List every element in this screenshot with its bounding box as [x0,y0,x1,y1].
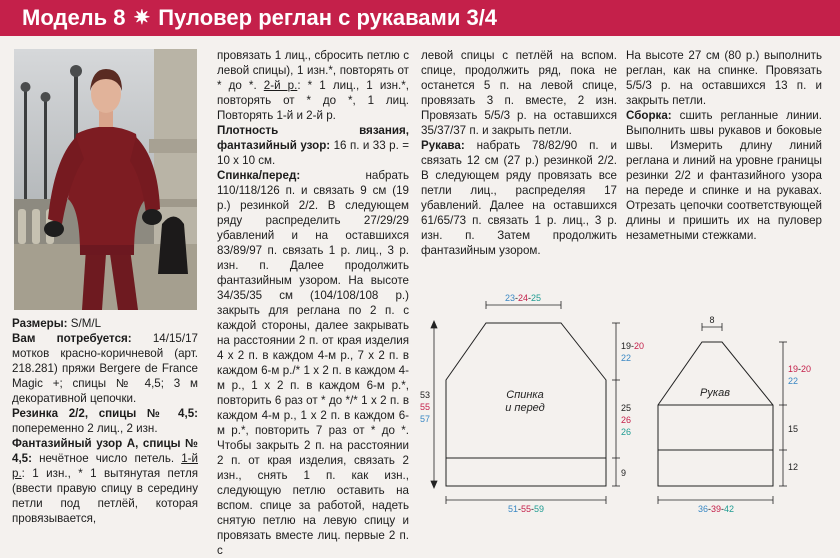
model-photo-illustration [14,49,197,310]
fancy-stitch-row1-text: : 1 изн., * 1 вытянутая петля (ввести правую спицу в середину петли под петлёй, которая провязывается, [12,467,198,525]
body-bottom-width-l: 59 [534,504,545,514]
model-number: Модель 8 [22,5,126,30]
body-rib-height: 9 [621,468,627,478]
assembly-label: Сборка: [626,109,672,122]
star-icon: ✷ [133,7,151,29]
sleeve-rib-height: 12 [788,462,799,472]
sleeve-label: Рукав [700,387,730,399]
sleeve-top-width-label: 8 [709,315,715,325]
body-side-height-l: 26 [621,427,632,437]
body-bottom-width-dim [446,496,606,504]
page-title: Пуловер реглан с рукавами 3/4 [158,5,498,30]
body-bottom-width-s: 51 [507,504,518,514]
back-front-text: набрать 110/118/126 п. и связать 9 см (19 р.) резинкой 2/2. В следующем ряду распределить 27/29/29 убавлений и на оставшихся 83/89/97 п. связать 1 р. лиц., 3 р. изн. п. Далее продолжить фантазийным узором. На высоте 34/35/35 см (104/108/108 р.) закрыть для реглана по 2 п. с каждой стороны, далее закрывать на расстоянии 2 п. от края изделия 4 х 2 п. в каждом 4-м р., 7 х 2 п. в каждом 6-м р./* 1 х 2 п. в каждом 4-м р., 1 х 2 п. в каждом 6-м р.*, повторить 6 раз от * до */* 1 х 2 п. в каждом 4-м р., 1 х 2 п. в каждом 6-м р.*, повторить 7 раз от * до *. Чтобы закрыть 2 п. на расстоянии 2 п. от края изделия, связать 2 изн., снять 1 п. как изн., следующую петлю оставить на вспом. спице за работой, надеть снятую петлю на левую спицу и провязать вместе лиц. первые 2 п. с [217,169,409,557]
column-4 [626,48,822,243]
stitch-continuation: провязать 1 лиц., сбросить петлю с левой спицы), 1 изн.*, повторять от * до *. [217,49,409,92]
row-2-label: 2-й р. [263,79,298,92]
materials-text: 14/15/17 мотков красно-коричневой (арт. 218.281) пряжи Bergere de France Magic +; спицы № 4,5; 3 м декоративной цепочки. [12,332,198,405]
materials-label: Вам потребуется: [12,332,132,345]
sizes-label: Размеры: [12,317,68,330]
body-total-height-m: 55 [420,402,431,412]
rib-stitch-label: Резинка 2/2, спицы № 4,5: [12,407,198,420]
body-total-height-dim [431,321,437,488]
fancy-stitch-label: Фантазийный узор А, спицы № 4,5: [12,437,198,465]
body-top-width-label: 23-24-25 [504,293,542,303]
sleeve-bottom-width-dim [658,496,773,504]
back-front-continuation: левой спицы с петлёй на вспом. спице, продолжить ряд, пока не останется 5 п. на левой спице, провязать 3 п. вместе, 2 изн. Провязать 5/5/3 р. на оставшихся 35/37/37 п. и закрыть петли. [421,49,617,137]
body-right-dims [612,323,620,486]
sleeves-continuation: На высоте 27 см (80 р.) выполнить реглан, как на спинке. Провязать 5/5/3 р. на оставшихся 13 п. и закрыть петли. [626,49,822,107]
rib-stitch-text: попеременно 2 лиц., 2 изн. [12,422,158,435]
body-total-height-s: 53 [420,390,431,400]
column-2 [217,48,409,558]
body-raglan-height-l: 22 [621,353,632,363]
body-label-line2: и перед [505,402,545,414]
sizes-value: S/M/L [70,317,102,330]
fancy-stitch-text: нечётное число петель. [39,452,175,465]
body-raglan-height-s: 19-20 [621,341,645,351]
title-bar [0,0,840,38]
row-2-text: : * 1 лиц., 1 изн.*, повторять от * до *, 1 лиц. Повторять 1-й и 2-й р. [217,79,409,122]
sleeve-schematic [658,342,773,486]
body-side-height-s: 25 [621,403,632,413]
sleeves-label: Рукава: [421,139,465,152]
sleeve-raglan-height-l: 22 [788,376,799,386]
body-top-width-m: 24 [517,293,529,303]
sleeve-bottom-width-label: 36-39-42 [697,504,735,514]
column-1 [12,316,198,526]
body-bottom-width-label: 51-55-59 [507,504,545,514]
body-total-height-l: 57 [420,414,431,424]
column-3 [421,48,617,258]
row-1-label: 1-й р. [12,452,198,480]
sleeve-raglan-height-sm: 19-20 [788,364,812,374]
sleeve-bottom-width-s: 36 [697,504,708,514]
gauge-label: Плотность вязания, фантазийный узор: [217,124,409,152]
body-side-height-m: 26 [621,415,632,425]
body-top-width-s: 23 [504,293,515,303]
back-front-label: Спинка/перед: [217,169,301,182]
sleeve-right-dims [779,342,787,486]
assembly-text: сшить регланные линии. Выполнить швы рукавов и боковые швы. Измерить длину линий реглана и линий на уровне границы резинки 2/2 и фантазийного узора на переде и спинке и на рукавах. Отрезать цепочки соответствующей длины и пришить их на пуловер незаметными стежками. [626,109,822,242]
sleeve-bottom-width-l: 42 [724,504,735,514]
body-top-width-l: 25 [531,293,542,303]
body-bottom-width-m: 55 [520,504,532,514]
sleeves-text: набрать 78/82/90 п. и связать 12 см (27 р.) резинкой 2/2. В следующем ряду провязать все петли лиц., распределяя 17 убавлений. Далее на оставшихся 61/65/73 п. связать 1 р. лиц., 3 р. изн. п. Затем продолжить фантазийным узором. [421,139,617,257]
sleeve-side-height: 15 [788,424,799,434]
sleeve-bottom-width-m: 39 [710,504,722,514]
model-photo [14,49,197,310]
body-label-line1: Спинка [506,389,544,401]
schematic-diagram [420,290,830,544]
gauge-text: 16 п. и 33 р. = 10 х 10 см. [217,139,410,167]
